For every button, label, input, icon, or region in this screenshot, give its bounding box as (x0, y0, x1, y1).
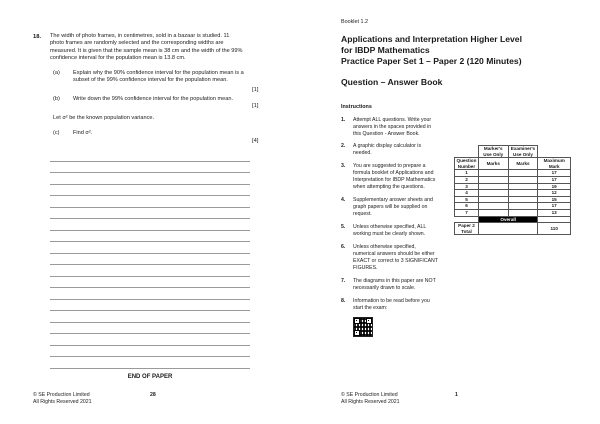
part-a-line: Explain why the 90% confidence interval for the population mean is a (73, 70, 244, 76)
examiner-header: Examiner's Use Only (508, 146, 538, 158)
part-c-mark: [4] (252, 138, 259, 144)
instruction-line: answers in the spaces provided in (353, 124, 432, 130)
marker-cell[interactable] (478, 176, 508, 183)
answer-line[interactable] (50, 218, 250, 219)
answer-line[interactable] (50, 253, 250, 254)
copyright: © SE Production Limited (341, 392, 398, 398)
page-number: 28 (150, 392, 156, 398)
instruction-line: Unless otherwise specified, ALL (353, 224, 427, 230)
instruction-line: numerical answers should be either (353, 251, 435, 257)
marker-cell[interactable] (478, 209, 508, 216)
row-max: 13 (538, 209, 571, 216)
instruction-line: Interpretation for IBDP Mathematics (353, 177, 436, 183)
row-question: 4 (455, 190, 479, 197)
book-subtitle: Question – Answer Book (341, 77, 443, 87)
paper-title (341, 34, 591, 68)
marks-header: Marks (478, 158, 508, 170)
table-row (455, 176, 571, 183)
answer-line[interactable] (50, 172, 250, 173)
copyright: © SE Production Limited (33, 392, 90, 398)
table-row (455, 183, 571, 190)
table-row (455, 209, 571, 216)
answer-line[interactable] (50, 299, 250, 300)
answer-line[interactable] (50, 333, 250, 334)
examiner-cell[interactable] (508, 203, 538, 210)
page-number: 1 (455, 392, 458, 398)
instruction-text (353, 163, 443, 191)
instruction-line: working must be clearly shown. (353, 231, 426, 237)
row-question: 6 (455, 203, 479, 210)
examiner-cell[interactable] (508, 196, 538, 203)
question-number-header: Question Number (455, 158, 479, 170)
answer-line[interactable] (50, 184, 250, 185)
instruction-number: 6. (341, 244, 346, 250)
marks-table (454, 145, 571, 235)
question-number: 18. (33, 34, 42, 40)
total-max: 110 (538, 223, 571, 235)
left-footer (33, 392, 92, 405)
instruction-number: 4. (341, 197, 346, 203)
part-a-label: (a) (53, 70, 60, 76)
part-a-mark: [1] (252, 87, 259, 93)
instruction-line: start the exam: (353, 305, 388, 311)
instruction-text (353, 197, 443, 218)
marker-cell[interactable] (478, 196, 508, 203)
answer-line[interactable] (50, 310, 250, 311)
title-line: Practice Paper Set 1 – Paper 2 (120 Minutes) (341, 56, 522, 67)
instruction-line: this Question - Answer Book. (353, 131, 420, 137)
question-stem (50, 33, 270, 63)
maximum-mark-header: Maximum Mark (538, 158, 571, 170)
instruction-number: 1. (341, 117, 346, 123)
part-c-text: Find σ². (73, 130, 93, 136)
part-c-label: (c) (53, 130, 60, 136)
instruction-text (353, 278, 443, 292)
answer-line[interactable] (50, 207, 250, 208)
right-footer (341, 392, 400, 405)
row-question: 7 (455, 209, 479, 216)
instruction-line: EXACT or correct to 3 SIGNIFICANT (353, 258, 438, 264)
instruction-line: Attempt ALL questions. Write your (353, 117, 432, 123)
instruction-number: 2. (341, 143, 346, 149)
title-line: Applications and Interpretation Higher Level (341, 34, 522, 44)
row-question: 3 (455, 183, 479, 190)
table-row (455, 203, 571, 210)
part-b-label: (b) (53, 96, 60, 102)
examiner-cell[interactable] (508, 190, 538, 197)
instruction-line: needed. (353, 150, 372, 156)
instruction-line: Information to be read before you (353, 298, 430, 304)
instruction-number: 3. (341, 163, 346, 169)
instruction-text (353, 224, 443, 238)
answer-line[interactable] (50, 230, 250, 231)
answer-line[interactable] (50, 264, 250, 265)
table-row (455, 170, 571, 177)
examiner-cell[interactable] (508, 183, 538, 190)
answer-line[interactable] (50, 161, 250, 162)
answer-line[interactable] (50, 322, 250, 323)
answer-line[interactable] (50, 368, 250, 369)
overall-label: Overall (478, 216, 537, 223)
question-line: confidence interval for the population mean is 13.8 cm. (50, 55, 186, 62)
booklet-label: Booklet 1.2 (341, 19, 368, 25)
part-b-mark: [1] (252, 103, 259, 109)
instruction-text (353, 244, 445, 272)
table-row (455, 196, 571, 203)
instruction-line: graph papers will be supplied on (353, 204, 428, 210)
total-row (455, 223, 571, 235)
row-max: 17 (538, 203, 571, 210)
part-a-line: subset of the 99% confidence interval for the population mean. (73, 77, 228, 84)
total-label: Paper 2 Total (455, 223, 479, 235)
instruction-line: request. (353, 211, 372, 217)
row-max: 17 (538, 176, 571, 183)
let-statement: Let σ² be the known population variance. (53, 115, 155, 121)
right-page (300, 0, 600, 424)
instruction-number: 5. (341, 224, 346, 230)
marker-cell[interactable] (478, 190, 508, 197)
row-max: 12 (538, 190, 571, 197)
instruction-line: A graphic display calculator is (353, 143, 422, 149)
row-max: 17 (538, 170, 571, 177)
rights: All Rights Reserved 2021 (341, 398, 400, 405)
rights: All Rights Reserved 2021 (33, 398, 92, 405)
row-question: 5 (455, 196, 479, 203)
question-line: The width of photo frames, in centimetres, sold in a bazaar is studied. 11 (50, 33, 230, 39)
examiner-cell[interactable] (508, 170, 538, 177)
end-of-paper: END OF PAPER (127, 374, 173, 380)
question-line: measured. It is given that the sample mean is 38 cm and the width of the 99% (50, 47, 243, 54)
answer-line[interactable] (50, 276, 250, 277)
instruction-text (353, 298, 443, 312)
instruction-text (353, 143, 443, 157)
row-max: 15 (538, 196, 571, 203)
marker-header: Marker's Use Only (478, 146, 508, 158)
answer-line[interactable] (50, 287, 250, 288)
row-question: 2 (455, 176, 479, 183)
marker-cell[interactable] (478, 183, 508, 190)
instruction-line: formula booklet of Applications and (353, 170, 434, 176)
answer-line[interactable] (50, 195, 250, 196)
instruction-number: 7. (341, 278, 346, 284)
instruction-line: Unless otherwise specified, (353, 244, 416, 250)
instruction-line: Supplementary answer sheets and (353, 197, 433, 203)
instruction-line: FIGURES. (353, 265, 378, 271)
instruction-number: 8. (341, 298, 346, 304)
instruction-line: when attempting the questions. (353, 184, 425, 190)
part-b-text: Write down the 99% confidence interval for the population mean. (73, 96, 234, 102)
instruction-line: You are suggested to prepare a (353, 163, 426, 169)
qr-code-icon (353, 317, 373, 337)
instruction-line: necessarily drawn to scale. (353, 285, 416, 291)
examiner-cell[interactable] (508, 209, 538, 216)
marker-cell[interactable] (478, 203, 508, 210)
table-row (455, 190, 571, 197)
row-max: 19 (538, 183, 571, 190)
marks-header: Marks (508, 158, 538, 170)
answer-line[interactable] (50, 241, 250, 242)
part-a-text (73, 70, 273, 85)
question-line: photo frames are randomly selected and the corresponding widths are (50, 40, 224, 47)
marker-cell[interactable] (478, 170, 508, 177)
instruction-line: The diagrams in this paper are NOT (353, 278, 436, 284)
instruction-text (353, 117, 443, 138)
answer-line[interactable] (50, 345, 250, 346)
title-line: for IBDP Mathematics (341, 45, 430, 56)
row-question: 1 (455, 170, 479, 177)
examiner-cell[interactable] (508, 176, 538, 183)
answer-line[interactable] (50, 356, 250, 357)
instructions-heading: Instructions (341, 104, 372, 110)
overall-cell[interactable] (478, 223, 537, 235)
